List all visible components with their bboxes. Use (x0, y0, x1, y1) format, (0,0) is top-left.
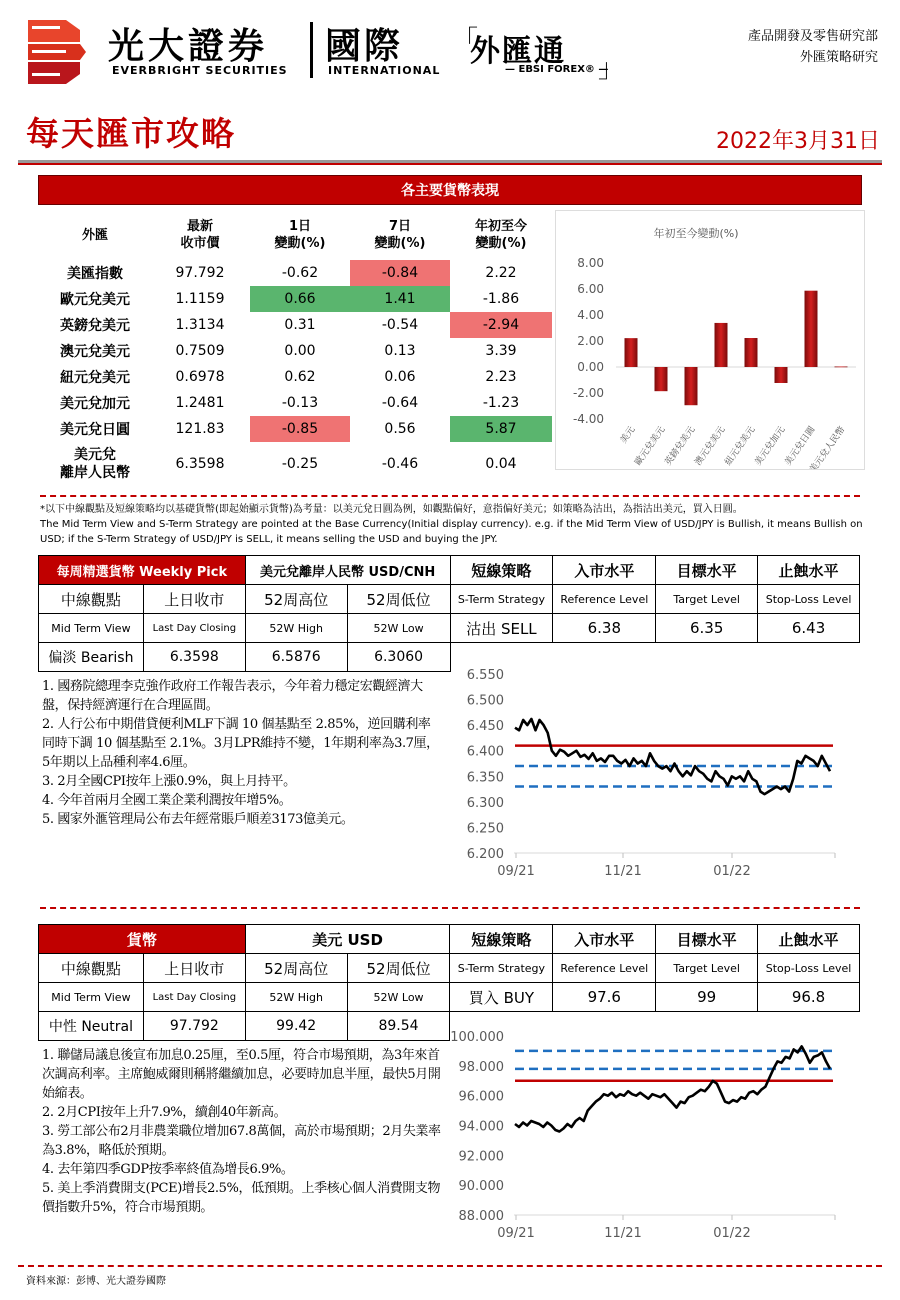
y-tick-label: 8.00 (577, 256, 604, 270)
currency-label: 貨幣 (39, 925, 246, 954)
table-row (40, 338, 552, 364)
bar (775, 367, 788, 383)
strategy-value: 買入 BUY (450, 983, 553, 1012)
value-d7: -0.64 (381, 395, 419, 411)
reference-label-en: Reference Level (553, 585, 656, 614)
stop-value: 6.43 (758, 614, 860, 643)
bracket-open-icon: 「 (452, 26, 479, 56)
bar (715, 323, 728, 367)
value-close: 6.3598 (175, 456, 225, 472)
strategy-header: 短線策略 (450, 925, 553, 954)
ytd-bar-chart (555, 210, 865, 470)
low-value: 6.3060 (347, 643, 450, 672)
stop-header: 止蝕水平 (758, 556, 860, 585)
y-tick-label: 6.250 (466, 821, 504, 837)
y-tick-label: 90.000 (458, 1179, 504, 1195)
note-item: 5. 美上季消費開支(PCE)增長2.5%，低預期。上季核心個人消費開支物價指數升5%，符合市場預期。 (42, 1181, 441, 1215)
last-close-label-en: Last Day Closing (143, 614, 245, 643)
note-item: 5. 國家外滙管理局公布去年經常賬戶順差3173億美元。 (42, 812, 354, 827)
view-value: 中性 Neutral (39, 1012, 144, 1041)
currency-name: 澳元兌美元 (60, 344, 130, 360)
y-tick-label: -4.00 (572, 412, 604, 426)
y-tick-label: 94.000 (458, 1119, 504, 1135)
target-value: 6.35 (656, 614, 758, 643)
section-title: 各主要貨幣表現 (38, 175, 862, 205)
currency-name: 紐元兌美元 (60, 370, 130, 386)
bar (745, 338, 758, 367)
data-source: 資料來源：彭博、光大證券國際 (26, 1276, 166, 1287)
x-tick-label: 美元兌日圓 (783, 424, 818, 468)
note-item: 2. 2月CPI按年上升7.9%，續創40年新高。 (42, 1105, 287, 1120)
y-tick-label: -2.00 (572, 386, 604, 400)
y-tick-label: 6.350 (466, 770, 504, 786)
high-value: 99.42 (245, 1012, 347, 1041)
value-d7: 0.06 (384, 369, 416, 385)
bar (655, 367, 668, 391)
close-value: 97.792 (143, 1012, 245, 1041)
header-divider-red (18, 163, 882, 165)
value-close: 1.2481 (175, 395, 225, 411)
intl-name-en: INTERNATIONAL (328, 64, 441, 77)
currency-name: 美匯指數 (67, 266, 123, 282)
section-divider (40, 495, 860, 497)
sterm-label-en: S-Term Strategy (450, 585, 553, 614)
y-tick-label: 96.000 (458, 1089, 504, 1105)
x-tick-label: 01/22 (713, 1226, 751, 1241)
department (748, 26, 878, 68)
stop-label-en: Stop-Loss Level (758, 954, 860, 983)
high-label-en: 52W High (245, 614, 347, 643)
usd-index-line-chart (450, 1024, 870, 1249)
everbright-logo-icon (28, 20, 86, 84)
note-item: 4. 去年第四季GDP按季率終值為增長6.9%。 (42, 1162, 294, 1177)
low-label-en: 52W Low (347, 983, 450, 1012)
perf-header: 外匯 (81, 227, 108, 243)
value-d1: -0.85 (250, 416, 350, 442)
y-tick-label: 6.200 (466, 847, 504, 862)
low-label-cn: 52周低位 (347, 585, 450, 614)
report-date: 2022年3月31日 (716, 129, 880, 154)
y-tick-label: 6.500 (466, 693, 504, 709)
entry-value: 97.6 (553, 983, 656, 1012)
price-series-line (515, 719, 830, 794)
target-value: 99 (656, 983, 758, 1012)
value-d1: -0.25 (281, 456, 319, 472)
target-label-en: Target Level (656, 585, 758, 614)
note-item: 4. 今年首兩月全國工業企業利潤按年增5%。 (42, 793, 292, 808)
y-tick-label: 4.00 (577, 308, 604, 322)
bar (625, 338, 638, 367)
note-item: 1. 國務院總理李克強作政府工作報告表示，今年着力穩定宏觀經濟大盤，保持經濟運行在合理區間。 (42, 679, 423, 713)
entry-header: 入市水平 (553, 925, 656, 954)
note-item: 1. 聯儲局議息後宣布加息0.25厘，至0.5厘，符合市場預期，為3年來首次調高利率。主席鮑威爾則稱將繼續加息，必要時加息半厘，最快5月開始縮表。 (42, 1048, 441, 1101)
note-item: 3. 勞工部公布2月非農業職位增加67.8萬個，高於市場預期；2月失業率為3.8%，略低於預期。 (42, 1124, 441, 1158)
entry-value: 6.38 (553, 614, 656, 643)
y-tick-label: 6.400 (466, 744, 504, 760)
bar (685, 367, 698, 405)
value-close: 121.83 (175, 421, 225, 437)
bracket-close-icon: 」 (598, 54, 625, 84)
x-tick-label: 紐元兌美元 (723, 424, 758, 468)
footnote: *以下中線觀點及短線策略均以基礎貨幣(即起始顯示貨幣)為考量：以美元兌日圓為例，如觀點偏好，意指偏好美元；如策略為沽出，為指沽出美元，買入日圓。 The Mid Term View and S-Term Strategy are pointed at the Base Currency(Initial display currency). e.g. if the Mid Term View of USD/JPY is Bullish, it means Bullish on USD; if the S-Term Strategy of USD/JPY is SELL, it means selling the USD and buying the JPY. (40, 504, 863, 545)
bar (835, 366, 848, 367)
reference-label-en: Reference Level (553, 954, 656, 983)
view-value: 偏淡 Bearish (39, 643, 144, 672)
perf-header: 1日 變動(%) (274, 219, 326, 251)
target-label-en: Target Level (656, 954, 758, 983)
currency-name: 美元兌 離岸人民幣 (60, 447, 130, 481)
value-ytd: 0.04 (485, 456, 517, 472)
high-label-en: 52W High (245, 983, 347, 1012)
sterm-label-en: S-Term Strategy (450, 954, 553, 983)
y-tick-label: 88.000 (458, 1209, 504, 1224)
mid-view-label-cn: 中線觀點 (39, 585, 144, 614)
y-tick-label: 92.000 (458, 1149, 504, 1165)
forex-brand-cn: 外匯通 (470, 34, 566, 69)
last-close-label-en: Last Day Closing (143, 983, 245, 1012)
page-title: 每天匯市攻略 (26, 114, 236, 153)
value-ytd: 3.39 (485, 343, 517, 359)
table-row (40, 442, 552, 486)
value-d7: 1.41 (350, 286, 450, 312)
y-tick-label: 6.550 (466, 668, 504, 683)
y-tick-label: 6.00 (577, 282, 604, 296)
value-d1: 0.62 (284, 369, 316, 385)
chart-title: 年初至今變動(%) (653, 227, 739, 240)
strategy-value: 沽出 SELL (450, 614, 553, 643)
x-tick-label: 美元 (618, 424, 638, 446)
value-ytd: 2.23 (485, 369, 517, 385)
y-tick-label: 6.450 (466, 719, 504, 735)
value-close: 0.6978 (175, 369, 225, 385)
stop-header: 止蝕水平 (758, 925, 860, 954)
note-item: 2. 人行公布中期借貸便利MLF下調 10 個基點至 2.85%，逆回購利率同時下調 10 個基點至 2.1%。3月LPR維持不變，1年期利率為3.7厘，5年期以上品種利率4.6厘。 (42, 717, 439, 770)
brand-name-cn: 光大證券 (108, 25, 269, 67)
x-tick-label: 英鎊兌美元 (663, 424, 698, 468)
mid-view-label-en: Mid Term View (39, 614, 144, 643)
note-item: 3. 2月全國CPI按年上漲0.9%，與上月持平。 (42, 774, 296, 789)
value-ytd: 2.22 (485, 265, 517, 281)
close-value: 6.3598 (143, 643, 245, 672)
table-row (40, 416, 552, 442)
value-d1: 0.31 (284, 317, 316, 333)
perf-header: 最新 收市價 (180, 219, 220, 251)
value-d1: -0.62 (281, 265, 319, 281)
x-tick-label: 澳元兌美元 (693, 424, 728, 468)
table-row (40, 364, 552, 390)
x-tick-label: 美元兌人民幣 (808, 424, 848, 469)
entry-header: 入市水平 (553, 556, 656, 585)
value-d7: 0.56 (384, 421, 416, 437)
bar (805, 291, 818, 367)
high-value: 6.5876 (245, 643, 347, 672)
value-d7: -0.46 (381, 456, 419, 472)
stop-value: 96.8 (758, 983, 860, 1012)
perf-header: 7日 變動(%) (374, 219, 426, 251)
currency-name: 歐元兌美元 (60, 292, 130, 308)
x-tick-label: 11/21 (604, 864, 642, 879)
value-ytd: -2.94 (450, 312, 552, 338)
price-series-line (515, 1046, 830, 1131)
ytd-bar-chart-svg (556, 211, 864, 469)
x-tick-label: 美元兌加元 (753, 424, 788, 468)
table-row (40, 390, 552, 416)
x-tick-label: 01/22 (713, 864, 751, 879)
value-ytd: -1.23 (482, 395, 520, 411)
target-header: 目標水平 (656, 925, 758, 954)
weekly-pick-table (38, 555, 860, 672)
usdcnh-line-chart (450, 662, 870, 887)
department-line: 外匯策略研究 (799, 50, 878, 65)
low-value: 89.54 (347, 1012, 450, 1041)
low-label-cn: 52周低位 (347, 954, 450, 983)
currency-name: 美元兌日圓 (60, 422, 130, 438)
x-tick-label: 09/21 (497, 864, 535, 879)
strategy-header: 短線策略 (450, 556, 553, 585)
value-close: 0.7509 (175, 343, 225, 359)
footer-divider (18, 1265, 882, 1267)
y-tick-label: 100.000 (450, 1030, 504, 1045)
table-row (40, 286, 552, 312)
value-ytd: -1.86 (482, 291, 520, 307)
department-line: 產品開發及零售研究部 (747, 29, 878, 44)
last-close-label-cn: 上日收市 (143, 585, 245, 614)
y-tick-label: 98.000 (458, 1059, 504, 1075)
weekly-pick-label: 每周精選貨幣 Weekly Pick (39, 556, 246, 585)
currency-pair: 美元 USD (245, 925, 450, 954)
value-d7: 0.13 (384, 343, 416, 359)
value-d7: -0.84 (350, 260, 450, 286)
mid-view-label-cn: 中線觀點 (39, 954, 144, 983)
y-tick-label: 0.00 (577, 360, 604, 374)
brand-divider (310, 22, 313, 78)
value-d7: -0.54 (381, 317, 419, 333)
x-tick-label: 歐元兌美元 (633, 424, 668, 468)
value-close: 97.792 (175, 265, 225, 281)
value-close: 1.1159 (175, 291, 225, 307)
value-d1: 0.66 (250, 286, 350, 312)
intl-name-cn: 國際 (325, 25, 404, 67)
brand-name-en: EVERBRIGHT SECURITIES (112, 64, 288, 77)
perf-header: 年初至今 變動(%) (474, 219, 527, 251)
x-tick-label: 09/21 (497, 1226, 535, 1241)
stop-label-en: Stop-Loss Level (758, 585, 860, 614)
currency-name: 美元兌加元 (60, 396, 130, 412)
value-close: 1.3134 (175, 317, 225, 333)
section-divider (40, 907, 860, 909)
value-ytd: 5.87 (450, 416, 552, 442)
pick1-notes (42, 677, 442, 829)
forex-brand-en: — EBSI FOREX® — (505, 64, 609, 75)
value-d1: 0.00 (284, 343, 316, 359)
currency-name: 英鎊兌美元 (60, 318, 130, 334)
performance-table (40, 210, 552, 486)
currency-pair: 美元兌離岸人民幣 USD/CNH (245, 556, 450, 585)
low-label-en: 52W Low (347, 614, 450, 643)
target-header: 目標水平 (656, 556, 758, 585)
y-tick-label: 2.00 (577, 334, 604, 348)
y-tick-label: 6.300 (466, 795, 504, 811)
x-tick-label: 11/21 (604, 1226, 642, 1241)
table-row (40, 260, 552, 286)
high-label-cn: 52周高位 (245, 585, 347, 614)
table-row (40, 312, 552, 338)
high-label-cn: 52周高位 (245, 954, 347, 983)
mid-view-label-en: Mid Term View (39, 983, 144, 1012)
last-close-label-cn: 上日收市 (143, 954, 245, 983)
pick2-notes (42, 1046, 442, 1217)
value-d1: -0.13 (281, 395, 319, 411)
